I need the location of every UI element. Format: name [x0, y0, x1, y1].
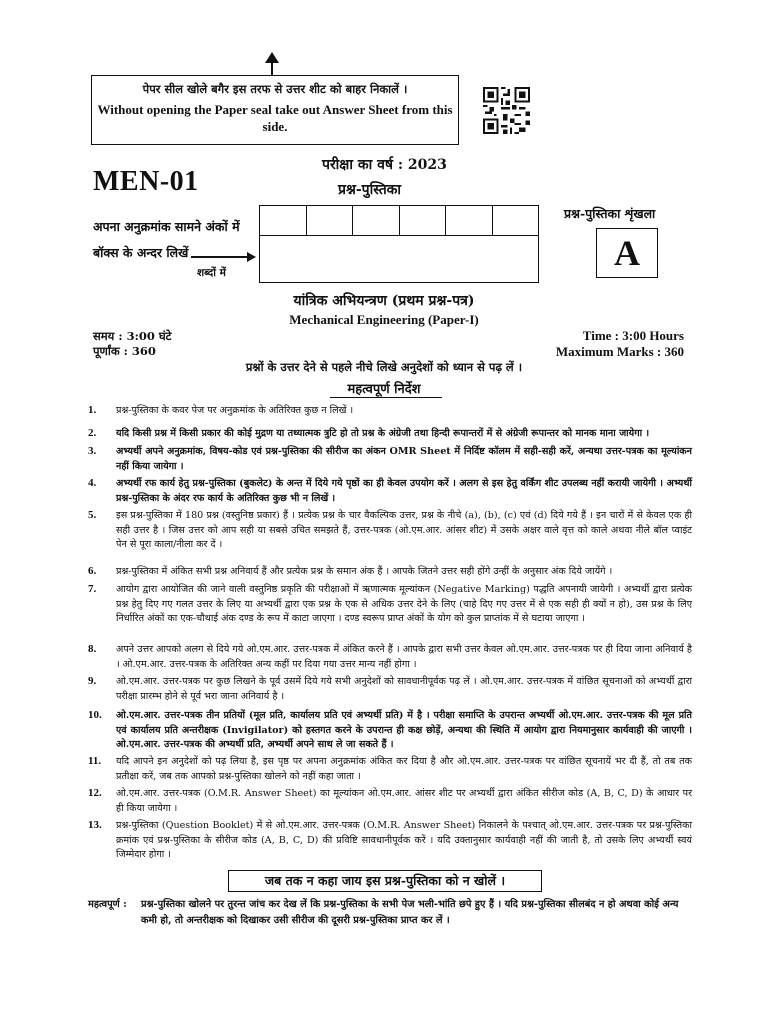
instruction-number: 7.	[88, 583, 97, 595]
instruction-text: अभ्यर्थी अपने अनुक्रमांक, विषय-कोड एवं प्रश्न-पुस्तिका की सीरीज का अंकन OMR Sheet में निर्दिष्ट कॉलम में सही-सही करें, अन्यथा उत्तर-पत्रक का मूल्यांकन नहीं किया जायेगा ।	[116, 446, 692, 472]
time-english: Time : 3:00 Hours	[582, 328, 684, 343]
do-not-open-notice: जब तक न कहा जाय इस प्रश्न-पुस्तिका को न खोलें ।	[228, 870, 542, 892]
instruction-text: ओ.एम.आर. उत्तर-पत्रक पर कुछ लिखने के पूर्व उसमें दिये गये सभी अनुदेशों को सावधानीपूर्वक पढ़ लें । ओ.एम.आर. उत्तर-पत्रक में वांछित सूचनाओं को अभ्यर्थी द्वारा परीक्षा प्रारम्भ होने से पूर्व भरा जाना अनिवार्य है ।	[116, 676, 692, 702]
instruction-item	[88, 583, 692, 627]
instruction-text: अपने उत्तर आपको अलग से दिये गये ओ.एम.आर. उत्तर-पत्रक में अंकित करने हैं । आपके द्वारा सभी उत्तर केवल ओ.एम.आर. उत्तर-पत्रक पर ही दिया जाना अनिवार्य है । ओ.एम.आर. उत्तर-पत्रक के अतिरिक्त अन्य कहीं पर दिया गया उत्तर मान्य नहीं होगा ।	[116, 644, 692, 670]
instruction-number: 12.	[88, 787, 102, 799]
subject-english: Mechanical Engineering (Paper-I)	[289, 312, 479, 327]
instruction-text: आयोग द्वारा आयोजित की जाने वाली वस्तुनिष्ठ प्रकृति की परीक्षाओं में ऋणात्मक मूल्यांकन (Negative Marking) पद्धति अपनायी जायेगी । अभ्यर्थी द्वारा प्रत्येक प्रश्न हेतु दिए गए गलत उत्तर के लिए या अभ्यर्थी द्वारा एक प्रश्न के एक से अधिक उत्तर देने के लिए (चाहे दिए गए उत्तर में से एक सही ही क्यों न हो), उस प्रश्न के लिए निर्धारित अंकों का एक-चौथाई अंक दण्ड के रूप में काटा जाएगा । दण्ड स्वरूप प्राप्त अंकों के योग को कुल प्राप्तांक में से घटाया जाएगा ।	[116, 584, 692, 624]
seal-notice-hindi: पेपर सील खोले बगैर इस तरफ से उत्तर शीट को बाहर निकालें ।	[142, 82, 408, 96]
instruction-item	[88, 509, 692, 553]
roll-digit-box[interactable]	[260, 206, 307, 235]
time-hindi: समय : 3:00 घंटे	[93, 329, 172, 343]
instruction-number: 3.	[88, 445, 97, 457]
instruction-item	[88, 404, 692, 419]
instruction-item	[88, 643, 692, 672]
important-text: प्रश्न-पुस्तिका खोलने पर तुरन्त जांच कर देख लें कि प्रश्न-पुस्तिका के सभी पेज भली-भांति छपे हुए हैं । यदि प्रश्न-पुस्तिका सीलबंद न हो अथवा कोई अन्य कमी हो, तो अन्तरीक्षक को दिखाकर उसी सीरीज की दूसरी प्रश्न-पुस्तिका प्राप्त कर लें ।	[141, 899, 679, 926]
marks-english: Maximum Marks : 360	[555, 344, 684, 359]
roll-digit-box[interactable]	[400, 206, 447, 235]
instruction-text: यदि आपने इन अनुदेशों को पढ़ लिया है, इस पृष्ठ पर अपना अनुक्रमांक अंकित कर दिया है और ओ.एम.आर. उत्तर-पत्रक पर वांछित सूचनायें भर दी हैं, तो तब तक प्रतीक्षा करें, जब तक आपको प्रश्न-पुस्तिका खोलने को नहीं कहा जाता ।	[116, 756, 692, 782]
instruction-item	[88, 445, 692, 474]
instruction-number: 5.	[88, 509, 97, 521]
instruction-item	[88, 755, 692, 784]
instruction-number: 2.	[88, 427, 97, 439]
seal-notice-english: Without opening the Paper seal take out Answer Sheet from this side.	[97, 102, 453, 134]
important-label: महत्वपूर्ण :	[88, 899, 127, 910]
instruction-number: 13.	[88, 819, 102, 831]
instruction-item	[88, 565, 692, 580]
roll-number-digit-boxes[interactable]	[259, 205, 539, 236]
instruction-text: यदि किसी प्रश्न में किसी प्रकार की कोई मुद्रण या तथ्यात्मक त्रुटि हो तो प्रश्न के अंग्रेजी तथा हिन्दी रूपान्तरों में से अंग्रेजी रूपान्तर को मानक माना जायेगा ।	[116, 428, 650, 439]
instruction-number: 9.	[88, 675, 97, 687]
roll-digit-box[interactable]	[307, 206, 354, 235]
instruction-number: 11.	[88, 755, 102, 767]
instructions-title: महत्वपूर्ण निर्देश	[347, 382, 421, 397]
qr-code-icon	[483, 87, 530, 134]
instruction-text: अभ्यर्थी रफ कार्य हेतु प्रश्न-पुस्तिका (बुकलेट) के अन्त में दिये गये पृष्ठों का ही केवल उपयोग करें । अलग से इस हेतु वर्किंग शीट उपलब्ध नहीं करायी जायेगी । अभ्यर्थी प्रश्न-पुस्तिका के अंदर रफ कार्य के अतिरिक्त कुछ भी न लिखें ।	[116, 478, 692, 504]
booklet-label: प्रश्न-पुस्तिका	[338, 182, 402, 198]
roll-number-words-label: शब्दों में	[197, 267, 226, 279]
instruction-number: 6.	[88, 565, 97, 577]
subject-hindi: यांत्रिक अभियन्त्रण (प्रथम प्रश्न-पत्र)	[293, 293, 475, 309]
right-arrow-line	[191, 256, 249, 258]
series-value: A	[596, 228, 658, 278]
instruction-number: 1.	[88, 404, 97, 416]
instruction-number: 10.	[88, 709, 102, 721]
read-instructions-note: प्रश्नों के उत्तर देने से पहले नीचे लिखे अनुदेशों को ध्यान से पढ़ लें ।	[245, 360, 523, 374]
instruction-text: प्रश्न-पुस्तिका (Question Booklet) में से ओ.एम.आर. उत्तर-पत्रक (O.M.R. Answer Sheet) निकालने के पश्चात् ओ.एम.आर. उत्तर-पत्रक पर प्रश्न-पुस्तिका क्रमांक एवं प्रश्न-पुस्तिका के सीरीज कोड (A, B, C, D) की प्रविष्टि सावधानीपूर्वक करें । यदि उक्तानुसार कार्यवाही नहीं की जाती है, तो उसके लिए अभ्यर्थी स्वयं जिम्मेदार होगा ।	[116, 820, 692, 860]
instruction-item	[88, 819, 692, 863]
roll-digit-box[interactable]	[446, 206, 493, 235]
instruction-item	[88, 427, 692, 442]
seal-notice-box	[91, 75, 459, 145]
instruction-text: ओ.एम.आर. उत्तर-पत्रक (O.M.R. Answer Sheet) का मूल्यांकन ओ.एम.आर. आंसर शीट पर अभ्यर्थी द्वारा अंकित सीरीज कोड (A, B, C, D) के आधार पर ही किया जायेगा ।	[116, 788, 692, 814]
instruction-item	[88, 675, 692, 704]
instruction-number: 4.	[88, 477, 97, 489]
instruction-item	[88, 477, 692, 506]
instruction-text: प्रश्न-पुस्तिका के कवर पेज पर अनुक्रमांक के अतिरिक्त कुछ न लिखें ।	[116, 405, 354, 416]
series-label: प्रश्न-पुस्तिका शृंखला	[564, 206, 656, 221]
roll-number-label: अपना अनुक्रमांक सामने अंकों में बॉक्स के अन्दर लिखें	[93, 219, 240, 260]
instruction-text: ओ.एम.आर. उत्तर-पत्रक तीन प्रतियों (मूल प्रति, कार्यालय प्रति एवं अभ्यर्थी प्रति) में है । परीक्षा समाप्ति के उपरान्त अभ्यर्थी ओ.एम.आर. उत्तर-पत्रक की मूल प्रति एवं कार्यालय प्रति अन्तरीक्षक (Invigilator) को हस्तगत करने के उपरान्त ही कक्ष छोड़ें, अन्यथा की स्थिति में आयोग द्वारा नियमानुसार कार्यवाही की जाएगी । ओ.एम.आर. उत्तर-पत्रक की अभ्यर्थी प्रति, अभ्यर्थी अपने साथ ले जा सकते हैं ।	[116, 710, 692, 750]
roll-digit-box[interactable]	[353, 206, 400, 235]
exam-year: परीक्षा का वर्ष : 2023	[322, 157, 447, 173]
instruction-number: 8.	[88, 643, 97, 655]
right-arrow-icon	[247, 252, 256, 262]
instruction-text: इस प्रश्न-पुस्तिका में 180 प्रश्न (वस्तुनिष्ठ प्रकार) हैं । प्रत्येक प्रश्न के चार वैकल्पिक उत्तर, प्रश्न के नीचे (a), (b), (c) एवं (d) दिये गये हैं । इन चारों में से केवल एक ही सही उत्तर है । जिस उत्तर को आप सही या सबसे उचित समझते हैं, उत्तर-पत्रक (ओ.एम.आर. आंसर शीट) में उसके अक्षर वाले वृत्त को काले अथवा नीले बॉल प्वाइंट पेन से पूरा काला/नीला कर दें ।	[116, 510, 692, 550]
paper-code: MEN-01	[93, 166, 199, 197]
up-arrow-line	[271, 62, 273, 76]
roll-number-words-box[interactable]	[259, 235, 539, 283]
roll-digit-box[interactable]	[493, 206, 539, 235]
instruction-item	[88, 709, 692, 753]
instruction-item	[88, 787, 692, 816]
marks-hindi: पूर्णांक : 360	[93, 344, 156, 358]
instruction-text: प्रश्न-पुस्तिका में अंकित सभी प्रश्न अनिवार्य हैं और प्रत्येक प्रश्न के समान अंक हैं । आपके जितने उत्तर सही होंगे उन्हीं के अनुसार अंक दिये जायेंगे ।	[116, 566, 613, 577]
title-underline	[330, 397, 442, 398]
